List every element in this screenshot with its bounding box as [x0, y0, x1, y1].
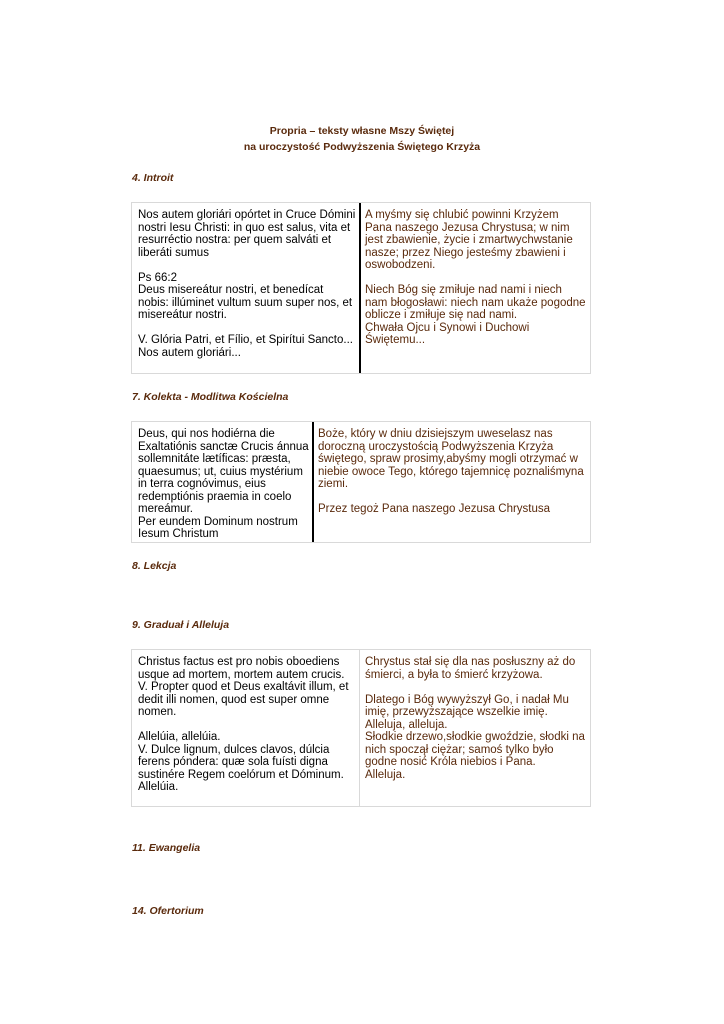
collect-polish-text: Boże, który w dniu dzisiejszym uweselasz nas doroczną uroczystością Podwyższenia Krzyża świętego, spraw prosimy,abyśmy mogli otrzymać w niebie owoce Tego, którego tajemnicę poznaliśmyna ziemi. Przez tegoż Pana naszego Jezusa Chrystusa	[318, 428, 584, 515]
gospel-heading: 11. Ewangelia	[132, 842, 201, 854]
collect-heading: 7. Kolekta - Modlitwa Kościelna	[132, 391, 289, 403]
introit-polish-text: A myśmy się chlubić powinni Krzyżem Pana naszego Jezusa Chrystusa; w nim jest zbawienie, życie i zmartwychwstanie nasze; przez Niego jesteśmy zbawieni i oswobodzeni. Niech Bóg się zmiłuje nad nami i niech nam błogosławi: niech nam ukaże pogodne oblicze i zmiłuje się nad nami. Chwała Ojcu i Synowi i Duchowi Świętemu...	[365, 209, 586, 346]
introit-latin-text: Nos autem gloriári opórtet in Cruce Dómini nostri Iesu Christi: in quo est salus, vita et resurréctio nostra: per quem salváti et liberáti sumus Ps 66:2 Deus misereátur nostri, et benedícat nobis: illúminet vultum suum super nos, et misereátur nostri. V. Glória Patri, et Fílio, et Spirítui Sancto... Nos autem gloriári...	[138, 209, 356, 359]
gradual-table	[131, 649, 591, 807]
introit-table	[131, 202, 591, 374]
collect-latin-text: Deus, qui nos hodiérna die Exaltatiónis sanctæ Crucis ánnua sollemnitáte lætíficas: præsta, quaesumus; ut, cuius mystérium in terra cognóvimus, eius redemptiónis praemia in coelo mereámur. Per eundem Dominum nostrum Iesum Christum	[138, 428, 309, 540]
collect-column-divider	[312, 422, 314, 542]
document-title-line-1: Propria – teksty własne Mszy Świętej	[269, 125, 455, 137]
gradual-column-divider	[359, 650, 360, 806]
gradual-heading: 9. Graduał i Alleluja	[132, 619, 230, 631]
gradual-polish-text: Chrystus stał się dla nas posłuszny aż do śmierci, a była to śmierć krzyżowa. Dlatego i Bóg wywyższył Go, i nadał Mu imię, przewyższające wszelkie imię. Alleluja, alleluja. Słodkie drzewo,słodkie gwoździe, słodki na nich spoczął ciężar; samoś tylko było godne nosić Króla niebios i Pana. Alleluja.	[365, 656, 585, 781]
document-title-line-2: na uroczystość Podwyższenia Świętego Krzyża	[243, 141, 481, 153]
gradual-latin-text: Christus factus est pro nobis oboediens usque ad mortem, mortem autem crucis. V. Propter quod et Deus exaltávit illum, et dedit illi nomen, quod est super omne nomen. Allelúia, allelúia. V. Dulce lignum, dulces clavos, dúlcia ferens póndera: quæ sola fuísti digna sustinére Regem coelórum et Dóminum. Allelúia.	[138, 656, 349, 793]
introit-column-divider	[359, 203, 361, 373]
lesson-heading: 8. Lekcja	[132, 560, 177, 572]
introit-heading: 4. Introit	[132, 172, 174, 184]
offertory-heading: 14. Ofertorium	[132, 905, 204, 917]
collect-table	[131, 421, 591, 543]
